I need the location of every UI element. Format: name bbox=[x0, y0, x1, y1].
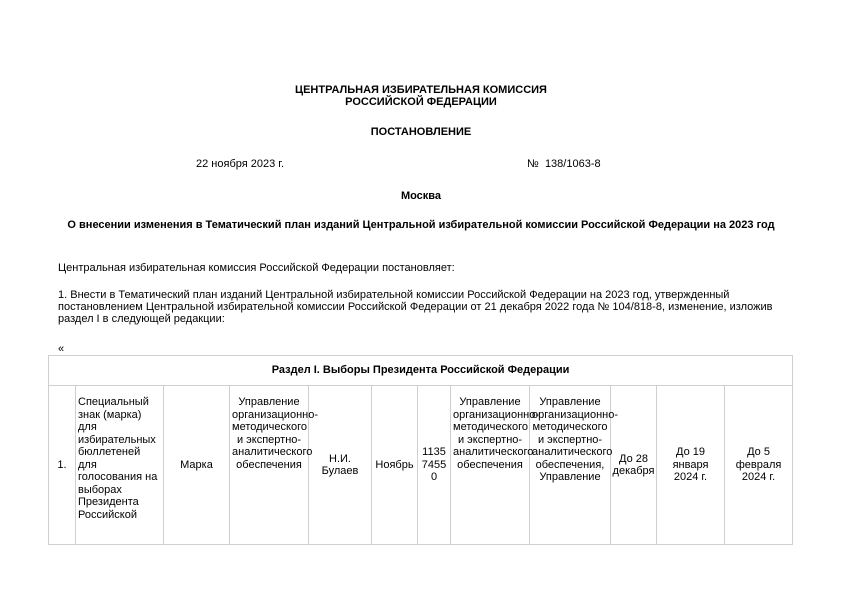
table-row bbox=[49, 386, 793, 545]
section-row bbox=[49, 356, 793, 386]
decree-date: 22 ноября 2023 г. bbox=[196, 158, 284, 170]
cell-title: Специальный знак (марка) для избирательных бюллетеней для голосования на выборах Президента Российской bbox=[76, 386, 164, 545]
org-name-line2: РОССИЙСКОЙ ФЕДЕРАЦИИ bbox=[345, 96, 497, 108]
cell-developer: Управление организационно-методического и экспертно-аналитического обеспечения bbox=[230, 386, 309, 545]
section-title: Раздел I. Выборы Президента Российской Федерации bbox=[49, 356, 793, 386]
cell-number: 1. bbox=[49, 386, 76, 545]
org-name-line1: ЦЕНТРАЛЬНАЯ ИЗБИРАТЕЛЬНАЯ КОМИССИЯ bbox=[295, 84, 547, 96]
document-type: ПОСТАНОВЛЕНИЕ bbox=[370, 126, 472, 138]
org-header bbox=[0, 84, 842, 108]
number-value: 138/1063-8 bbox=[544, 158, 601, 170]
cell-responsible: Н.И. Булаев bbox=[309, 386, 372, 545]
number-label: № bbox=[527, 158, 539, 170]
city: Москва bbox=[400, 190, 442, 202]
decree-number bbox=[527, 158, 601, 170]
cell-type: Марка bbox=[164, 386, 230, 545]
cell-deadline-3: До 5 февраля 2024 г. bbox=[725, 386, 793, 545]
decree-subject: О внесении изменения в Тематический план изданий Центральной избирательной комиссии Российской Федерации на 2023 год bbox=[67, 219, 775, 231]
cell-executor: Управление организационно-методического и экспертно-аналитического обеспечения bbox=[451, 386, 530, 545]
cell-quantity: 113574550 bbox=[418, 386, 451, 545]
clause-1: 1. Внести в Тематический план изданий Центральной избирательной комиссии Российской Федерации на 2023 год, утвержденный постановлением Центральной избирательной комиссии Российской Федерации от 21 декабря 2022 года № 104/818-8, изменение, изложив раздел I в следующей редакции: bbox=[58, 289, 773, 325]
cell-deadline-1: До 28 декабря bbox=[611, 386, 657, 545]
thematic-plan-table bbox=[48, 355, 793, 545]
opening-quote: « bbox=[58, 343, 65, 355]
cell-month: Ноябрь bbox=[372, 386, 418, 545]
preamble: Центральная избирательная комиссия Российской Федерации постановляет: bbox=[58, 262, 455, 274]
cell-co-executor: Управление организационно-методического и экспертно-аналитического обеспечения, Управление bbox=[530, 386, 611, 545]
cell-deadline-2: До 19 января 2024 г. bbox=[657, 386, 725, 545]
